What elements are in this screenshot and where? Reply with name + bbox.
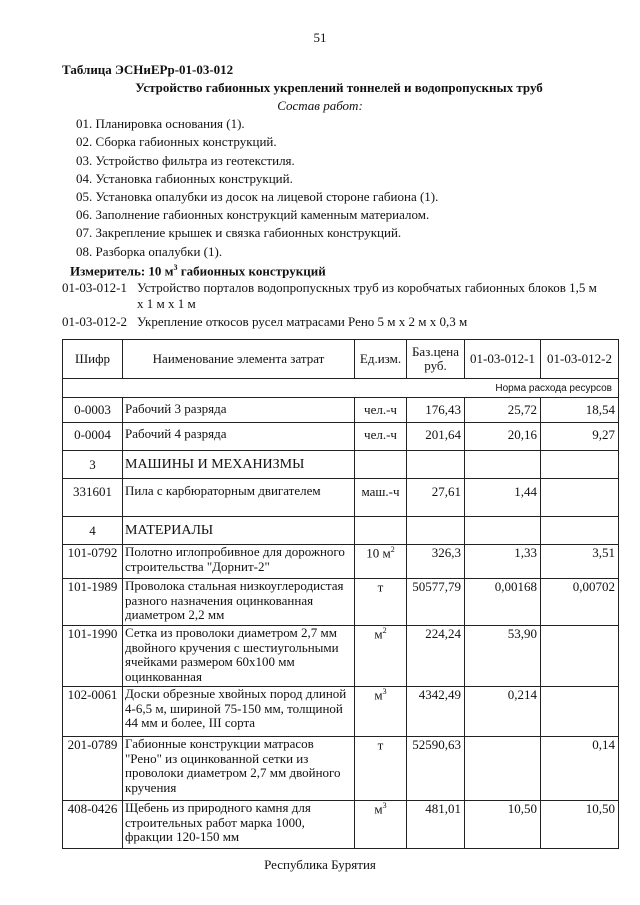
header-variant-1: 01-03-012-1: [465, 340, 541, 379]
table-row: [63, 579, 619, 626]
cell-name: Сетка из проволоки диаметром 2,7 мм двойного кручения с шестиугольными ячейками размером 60х100 мм оцинкованная: [123, 626, 355, 687]
table-row: [63, 423, 619, 451]
cell-code: 0-0003: [63, 398, 123, 423]
section-row-materials: [63, 517, 619, 545]
section-title: МАТЕРИАЛЫ: [123, 517, 355, 545]
cell-variant-1: 0,214: [465, 687, 541, 737]
cell-name: Пила с карбюраторным двигателем: [123, 479, 355, 517]
cell-variant-2: 3,51: [541, 545, 619, 579]
work-item: 02. Сборка габионных конструкций.: [76, 134, 277, 149]
cell-code: 0-0004: [63, 423, 123, 451]
cell-unit: $м^2$: [355, 626, 407, 687]
empty-cell: [541, 517, 619, 545]
empty-cell: [541, 451, 619, 479]
cell-price: 52590,63: [407, 737, 465, 801]
cell-name: Рабочий 4 разряда: [123, 423, 355, 451]
cell-price: 27,61: [407, 479, 465, 517]
work-item: 07. Закрепление крышек и связка габионных конструкций.: [76, 225, 402, 240]
cell-variant-2: 9,27: [541, 423, 619, 451]
work-item: 04. Установка габионных конструкций.: [76, 171, 293, 186]
header-variant-2: 01-03-012-2: [541, 340, 619, 379]
cell-code: 408-0426: [63, 801, 123, 849]
header-name: Наименование элемента затрат: [123, 340, 355, 379]
variant-code: 01-03-012-2: [62, 314, 127, 329]
section-title: МАШИНЫ И МЕХАНИЗМЫ: [123, 451, 355, 479]
works-heading: Состав работ:: [277, 98, 363, 113]
cell-name: Рабочий 3 разряда: [123, 398, 355, 423]
table-row: [63, 545, 619, 579]
table-row: [63, 626, 619, 687]
cell-variant-2: 10,50: [541, 801, 619, 849]
header-code: Шифр: [63, 340, 123, 379]
cell-unit: $м^3$: [355, 801, 407, 849]
section-code: 4: [63, 517, 123, 545]
variant-code: 01-03-012-1: [62, 280, 127, 295]
cell-price: 4342,49: [407, 687, 465, 737]
cell-price: 481,01: [407, 801, 465, 849]
table-row: [63, 801, 619, 849]
cell-unit: чел.-ч: [355, 423, 407, 451]
cell-name: Доски обрезные хвойных пород длиной 4-6,5 м, шириной 75-150 мм, толщиной 44 мм и более, III сорта: [123, 687, 355, 737]
variant-description: Устройство порталов водопропускных труб из коробчатых габионных блоков 1,5 м: [137, 280, 597, 295]
cell-variant-2: [541, 626, 619, 687]
cell-name: Щебень из природного камня для строительных работ марка 1000, фракции 120-150 мм: [123, 801, 355, 849]
cell-name: Проволока стальная низкоуглеродистая разного назначения оцинкованная диаметром 2,2 мм: [123, 579, 355, 626]
work-item: 05. Установка опалубки из досок на лицевой стороне габиона (1).: [76, 189, 439, 204]
norm-row: [63, 379, 619, 398]
cell-variant-1: 20,16: [465, 423, 541, 451]
resource-table: [62, 339, 619, 849]
empty-cell: [355, 451, 407, 479]
header-base-price: Баз.цена руб.: [407, 340, 465, 379]
cell-code: 331601: [63, 479, 123, 517]
table-title: Таблица ЭСНиЕРр-01-03-012: [62, 62, 234, 77]
cell-variant-1: 1,33: [465, 545, 541, 579]
measure-unit: Измеритель: 10 $м^3$ габионных конструкций: [70, 263, 326, 279]
cell-variant-2: 18,54: [541, 398, 619, 423]
table-header-row: [63, 340, 619, 379]
table-row: [63, 479, 619, 517]
cell-unit: чел.-ч: [355, 398, 407, 423]
cell-unit: 10 $м^2$: [355, 545, 407, 579]
cell-code: 201-0789: [63, 737, 123, 801]
cell-variant-1: [465, 737, 541, 801]
empty-cell: [465, 451, 541, 479]
cell-code: 101-1989: [63, 579, 123, 626]
cell-price: 176,43: [407, 398, 465, 423]
cell-price: 326,3: [407, 545, 465, 579]
empty-cell: [355, 517, 407, 545]
work-item: 01. Планировка основания (1).: [76, 116, 245, 131]
cell-unit: т: [355, 737, 407, 801]
cell-unit: маш.-ч: [355, 479, 407, 517]
page-footer: Республика Бурятия: [264, 857, 376, 872]
section-code: 3: [63, 451, 123, 479]
cell-code: 101-0792: [63, 545, 123, 579]
cell-variant-1: 25,72: [465, 398, 541, 423]
empty-cell: [407, 517, 465, 545]
cell-variant-1: 10,50: [465, 801, 541, 849]
cell-unit: т: [355, 579, 407, 626]
table-row: [63, 687, 619, 737]
cell-name: Габионные конструкции матрасов "Рено" из оцинкованной сетки из проволоки диаметром 2,7 мм двойного кручения: [123, 737, 355, 801]
cell-variant-2: 0,00702: [541, 579, 619, 626]
cell-variant-2: [541, 479, 619, 517]
cell-variant-1: 53,90: [465, 626, 541, 687]
cell-price: 50577,79: [407, 579, 465, 626]
work-item: 06. Заполнение габионных конструкций каменным материалом.: [76, 207, 430, 222]
cell-price: 201,64: [407, 423, 465, 451]
table-row: [63, 398, 619, 423]
cell-variant-1: 1,44: [465, 479, 541, 517]
work-item: 08. Разборка опалубки (1).: [76, 244, 223, 259]
cell-code: 102-0061: [63, 687, 123, 737]
empty-cell: [465, 517, 541, 545]
cell-name: Полотно иглопробивное для дорожного строительства "Дорнит-2": [123, 545, 355, 579]
cell-variant-1: 0,00168: [465, 579, 541, 626]
cell-variant-2: 0,14: [541, 737, 619, 801]
work-item: 03. Устройство фильтра из геотекстиля.: [76, 153, 295, 168]
empty-cell: [407, 451, 465, 479]
table-row: [63, 737, 619, 801]
variant-description-cont: х 1 м х 1 м: [137, 296, 196, 311]
variant-description: Укрепление откосов русел матрасами Рено 5 м х 2 м х 0,3 м: [137, 314, 468, 329]
section-row-machines: [63, 451, 619, 479]
cell-variant-2: [541, 687, 619, 737]
page-number: 51: [313, 30, 327, 45]
table-subtitle: Устройство габионных укреплений тоннелей и водопропускных труб: [135, 80, 543, 95]
cell-unit: $м^3$: [355, 687, 407, 737]
header-unit: Ед.изм.: [355, 340, 407, 379]
norm-label: Норма расхода ресурсов: [63, 379, 619, 398]
cell-price: 224,24: [407, 626, 465, 687]
cell-code: 101-1990: [63, 626, 123, 687]
